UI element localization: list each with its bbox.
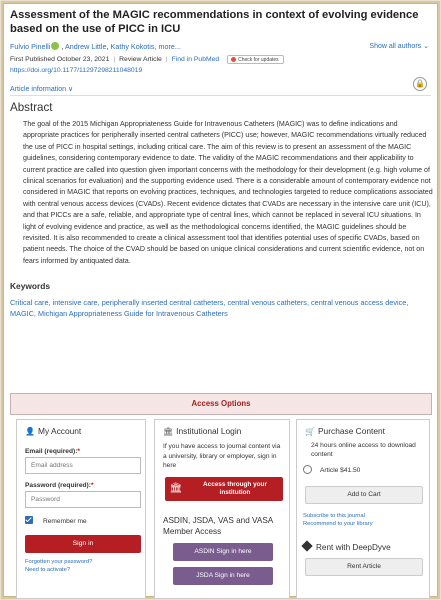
crossmark-icon — [231, 57, 236, 62]
show-all-authors-link[interactable]: Show all authors ⌄ — [369, 43, 429, 50]
author-link[interactable]: Andrew Little — [64, 42, 107, 51]
keyword-link[interactable]: intensive care — [52, 298, 98, 308]
keyword-link[interactable]: central venous catheters — [227, 298, 307, 308]
account-help-links — [25, 558, 145, 574]
institution-icon: 🏛 — [163, 427, 174, 436]
access-options-bar[interactable]: Access Options — [10, 393, 432, 415]
jsda-sign-in-button[interactable]: JSDA Sign in here — [173, 567, 273, 585]
forgot-password-link[interactable]: Forgotten your password? — [25, 559, 93, 565]
article-header — [10, 8, 431, 319]
need-activate-link[interactable]: Need to activate? — [25, 567, 71, 573]
purchase-content-panel — [296, 419, 430, 599]
author-link[interactable]: Kathy Kokotis — [110, 42, 155, 51]
email-label: Email (required):* — [25, 448, 80, 455]
rent-article-button[interactable]: Rent Article — [305, 558, 423, 576]
article-type: Review Article — [119, 56, 162, 63]
remember-me-checkbox[interactable] — [25, 516, 33, 524]
remember-me-row: Remember me — [25, 516, 145, 525]
my-account-panel — [16, 419, 146, 599]
institutional-login-panel — [154, 419, 290, 599]
abstract-heading: Abstract — [10, 101, 53, 114]
user-icon: 👤 — [25, 427, 35, 436]
email-field[interactable] — [25, 457, 141, 474]
lock-icon: 🔒 — [413, 77, 427, 91]
chevron-down-icon: ⌄ — [423, 43, 429, 50]
check-for-updates-button[interactable]: Check for updates — [227, 55, 284, 64]
article-price-option[interactable]: Article $41.50 — [303, 465, 429, 474]
purchase-content-heading: 🛒 Purchase Content — [305, 426, 386, 436]
add-to-cart-button[interactable]: Add to Cart — [305, 486, 423, 504]
institutional-login-heading: 🏛 Institutional Login — [163, 426, 242, 436]
article-info-row — [10, 78, 431, 96]
institutional-description: If you have access to journal content via a university, library or employer, sign in here — [163, 443, 281, 469]
authors-row: Fulvio Pinelli , Andrew Little, Kathy Kokotis, more... Show all authors ⌄ — [10, 42, 429, 51]
purchase-links — [303, 512, 429, 528]
purchase-description: 24 hours online access to download content — [311, 442, 416, 458]
article-radio[interactable] — [303, 465, 312, 474]
doi-link[interactable]: https://doi.org/10.1177/11297298211048019 — [10, 67, 143, 74]
member-access-heading: ASDIN, JSDA, VAS and VASA Member Access — [163, 515, 273, 536]
sign-in-button[interactable]: Sign in — [25, 535, 141, 553]
password-field[interactable] — [25, 491, 141, 508]
deepdyve-heading: Rent with DeepDyve — [303, 542, 429, 552]
first-published: First Published October 23, 2021 — [10, 56, 110, 63]
keyword-link[interactable]: MAGIC — [10, 309, 34, 319]
subscribe-link[interactable]: Subscribe to this journal — [303, 513, 365, 519]
institution-icon: 🏛 — [169, 483, 183, 494]
cart-icon: 🛒 — [305, 427, 315, 436]
my-account-heading: 👤 My Account — [25, 426, 82, 436]
keyword-link[interactable]: Critical care — [10, 298, 49, 308]
keyword-link[interactable]: Michigan Appropriateness Guide for Intravenous Catheters — [37, 309, 228, 319]
keyword-link[interactable]: peripherally inserted central catheters — [101, 298, 224, 308]
find-in-pubmed-link[interactable]: Find in PubMed — [171, 56, 220, 63]
recommend-link[interactable]: Recommend to your library — [303, 521, 373, 527]
article-title: Assessment of the MAGIC recommendations in context of evolving evidence based on the use of PICC in ICU — [10, 9, 419, 35]
keywords-heading: Keywords — [10, 281, 51, 292]
deepdyve-icon — [301, 540, 312, 551]
publication-meta: First Published October 23, 2021 | Review Article | Find in PubMed Check for updates — [10, 54, 431, 65]
article-information-toggle[interactable]: Article information ∨ — [10, 86, 74, 93]
abstract-text: The goal of the 2015 Michigan Appropriateness Guide for Intravenous Catheters (MAGIC) was to define indications and appropriate practices for peripherally inserted central catheters (PICC) use; however, MAGIC recommendations virtually reduced the use of PICC in hospital settings, including critical care. The aim of this review is to present an assessment of the MAGIC guidelines, considering contemporary evidence to date. The validity of the MAGIC recommendations and their applicability to current practice are called into question given important concerns with the methodology for their development (e.g. high volume of clinical scenarios for evaluation) and the supporting evidence used. There is a considerable amount of contemporary evidence not considered in MAGIC that reports on evolving practices, techniques, and technologies targeted to reduce complications associated with central venous access devices (CVADs). Recent evidence dictates that CVADs are necessary in the intensive care unit (ICU), and that PICCs are a safe, reliable, and appropriate type of central lines, which cannot be replaced in several ICU situations. In light of evolving evidence and practice, as well as the methodological concerns identified, the MAGIC guidelines should be revisited. It is also recommended to create a clinical assessment tool that identifies potential uses of specific CVADs, based on patient needs. The choice of the CVAD should be based on unique clinical considerations and current scientific evidence, not on fears informed by antiquated data. — [23, 120, 433, 265]
keyword-link[interactable]: central venous access device — [311, 298, 407, 308]
author-link[interactable]: Fulvio Pinelli — [10, 42, 51, 51]
more-authors-link[interactable]: , more... — [154, 42, 181, 51]
page-frame — [3, 3, 438, 597]
asdin-sign-in-button[interactable]: ASDIN Sign in here — [173, 543, 273, 561]
orcid-icon[interactable] — [51, 42, 59, 50]
access-through-institution-button[interactable]: 🏛 Access through your institution — [165, 477, 283, 501]
password-label: Password (required):* — [25, 482, 94, 489]
keywords-list: Critical care, intensive care, peripherally inserted central catheters, central venous catheters, central venous access device, MAGIC, Michigan Appropriateness Guide for Intravenous Catheters — [10, 298, 409, 319]
